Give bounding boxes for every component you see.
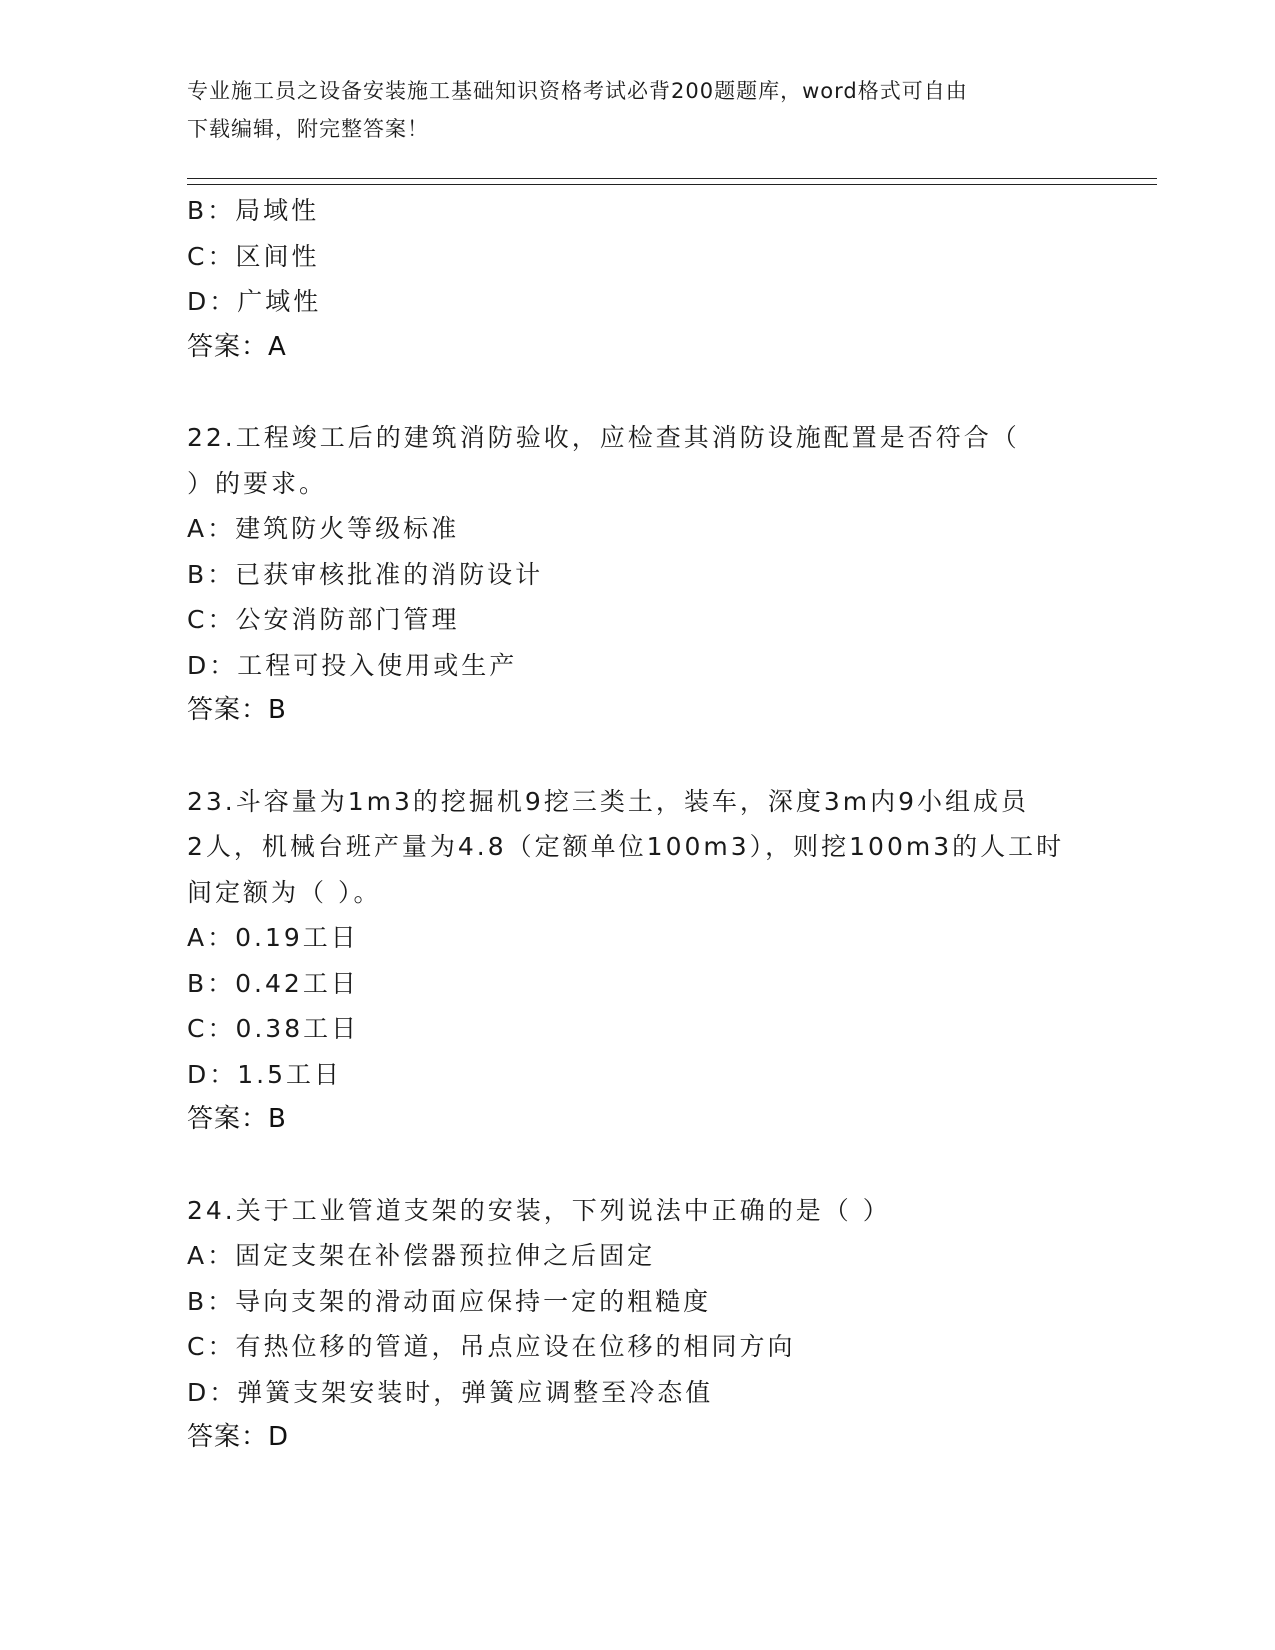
question-stem: 24.关于工业管道支架的安装，下列说法中正确的是（ ）	[187, 1195, 891, 1225]
question-stem: 间定额为（ ）。	[187, 877, 382, 907]
option-d: D：弹簧支架安装时，弹簧应调整至冷态值	[187, 1377, 714, 1407]
question-list	[187, 188, 1087, 1461]
question-stem: 2人，机械台班产量为4.8（定额单位100m3），则挖100m3的人工时	[187, 832, 1065, 861]
answer-label: 答案：A	[187, 331, 287, 362]
option-a: A：0.19工日	[187, 923, 359, 952]
question-23	[187, 779, 1087, 1143]
option-b: B：局域性	[187, 196, 320, 225]
option-d: D：1.5工日	[187, 1059, 343, 1089]
option-d: D：工程可投入使用或生产	[187, 650, 518, 680]
option-c: C：区间性	[187, 241, 320, 271]
question-stem: 23.斗容量为1m3的挖掘机9挖三类土，装车，深度3m内9小组成员	[187, 786, 1029, 816]
question-stem: ）的要求。	[187, 468, 328, 498]
option-b: B：已获审核批准的消防设计	[187, 559, 544, 589]
question-stem: 22.工程竣工后的建筑消防验收，应检查其消防设施配置是否符合（	[187, 423, 1020, 452]
option-a: A：建筑防火等级标准	[187, 514, 460, 543]
spacer	[187, 370, 1087, 415]
spacer	[187, 1143, 1087, 1188]
option-c: C：0.38工日	[187, 1014, 360, 1043]
answer-label: 答案：D	[187, 1422, 290, 1452]
header-line-1: 专业施工员之设备安装施工基础知识资格考试必背200题题库，word格式可自由	[187, 79, 968, 103]
question-24	[187, 1188, 1087, 1461]
answer-label: 答案：B	[187, 695, 287, 725]
question-21	[187, 188, 1087, 370]
answer-label: 答案：B	[187, 1104, 287, 1134]
document-header	[187, 72, 1087, 148]
option-b: B：导向支架的滑动面应保持一定的粗糙度	[187, 1286, 712, 1316]
option-a: A：固定支架在补偿器预拉伸之后固定	[187, 1241, 656, 1270]
header-line-2: 下载编辑，附完整答案！	[187, 117, 429, 141]
option-c: C：公安消防部门管理	[187, 605, 460, 634]
option-b: B：0.42工日	[187, 968, 359, 998]
option-c: C：有热位移的管道，吊点应设在位移的相同方向	[187, 1332, 796, 1361]
header-divider	[187, 178, 1157, 185]
spacer	[187, 734, 1087, 779]
option-d: D：广域性	[187, 287, 322, 316]
question-22	[187, 415, 1087, 734]
